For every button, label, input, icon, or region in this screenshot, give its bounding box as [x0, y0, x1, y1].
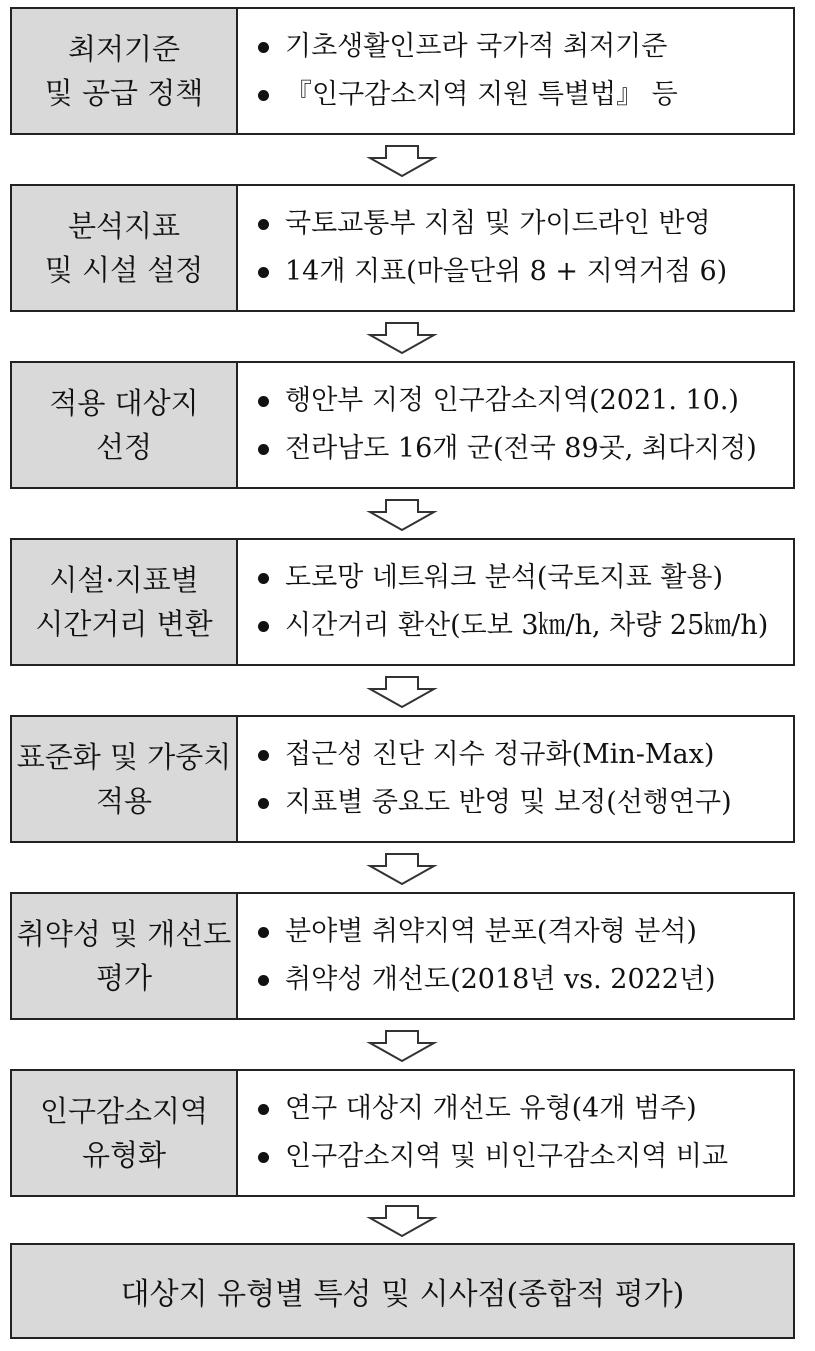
bullet-dot-icon — [258, 396, 269, 407]
flow-step-6 — [10, 892, 795, 1020]
step-label — [12, 186, 238, 310]
step-label-line: 및 시설 설정 — [44, 253, 204, 287]
step-label — [12, 1071, 238, 1195]
down-arrow-icon — [366, 320, 438, 356]
detail-item — [258, 425, 793, 473]
detail-text: 시간거리 환산(도보 3㎞/h, 차량 25㎞/h) — [285, 610, 769, 641]
detail-item — [258, 731, 793, 779]
down-arrow-icon — [366, 851, 438, 887]
flow-step-5 — [10, 715, 795, 843]
detail-item — [258, 23, 793, 71]
bullet-dot-icon — [258, 42, 269, 53]
detail-item — [258, 248, 793, 296]
detail-item — [258, 779, 793, 827]
detail-text: 행안부 지정 인구감소지역(2021. 10.) — [285, 385, 739, 416]
step-label-line: 선정 — [95, 430, 153, 464]
step-label-line: 최저기준 — [67, 32, 181, 66]
bullet-dot-icon — [258, 750, 269, 761]
down-arrow-icon — [366, 1203, 438, 1239]
step-label-line: 시간거리 변환 — [35, 607, 213, 641]
detail-item — [258, 602, 793, 650]
detail-text: 분야별 취약지역 분포(격자형 분석) — [285, 916, 697, 947]
bullet-dot-icon — [258, 1104, 269, 1115]
step-label-line: 평가 — [95, 961, 153, 995]
detail-text: 『인구감소지역 지원 특별법』 등 — [285, 79, 678, 110]
step-details — [238, 186, 793, 310]
detail-text: 전라남도 16개 군(전국 89곳, 최다지정) — [285, 433, 757, 464]
flow-step-2 — [10, 184, 795, 312]
detail-text: 인구감소지역 및 비인구감소지역 비교 — [285, 1141, 729, 1172]
detail-item — [258, 956, 793, 1004]
step-label-line: 표준화 및 가중치 — [16, 740, 232, 774]
final-summary-box — [10, 1243, 795, 1339]
step-label — [12, 540, 238, 664]
step-details — [238, 9, 793, 133]
step-label-line: 적용 — [95, 784, 153, 818]
detail-item — [258, 1085, 793, 1133]
detail-text: 취약성 개선도(2018년 vs. 2022년) — [285, 964, 716, 995]
flow-step-1 — [10, 7, 795, 135]
step-label — [12, 363, 238, 487]
detail-text: 접근성 진단 지수 정규화(Min-Max) — [285, 739, 715, 770]
detail-item — [258, 377, 793, 425]
detail-item — [258, 71, 793, 119]
step-details — [238, 540, 793, 664]
step-label-line: 시설·지표별 — [49, 563, 199, 597]
flow-step-4 — [10, 538, 795, 666]
step-details — [238, 894, 793, 1018]
detail-item — [258, 1133, 793, 1181]
step-label — [12, 894, 238, 1018]
step-label-line: 취약성 및 개선도 — [16, 917, 232, 951]
bullet-dot-icon — [258, 573, 269, 584]
flow-step-3 — [10, 361, 795, 489]
step-label-line: 분석지표 — [67, 209, 181, 243]
detail-text: 기초생활인프라 국가적 최저기준 — [285, 31, 668, 62]
down-arrow-icon — [366, 497, 438, 533]
detail-text: 도로망 네트워크 분석(국토지표 활용) — [285, 562, 724, 593]
detail-text: 국토교통부 지침 및 가이드라인 반영 — [285, 208, 711, 239]
step-details — [238, 717, 793, 841]
bullet-dot-icon — [258, 798, 269, 809]
final-summary-label: 대상지 유형별 특성 및 시사점(종합적 평가) — [120, 1277, 685, 1312]
step-details — [238, 1071, 793, 1195]
down-arrow-icon — [366, 1028, 438, 1064]
down-arrow-icon — [366, 143, 438, 179]
detail-item — [258, 908, 793, 956]
step-label — [12, 717, 238, 841]
bullet-dot-icon — [258, 975, 269, 986]
flow-step-7 — [10, 1069, 795, 1197]
bullet-dot-icon — [258, 267, 269, 278]
bullet-dot-icon — [258, 444, 269, 455]
bullet-dot-icon — [258, 621, 269, 632]
step-label-line: 유형화 — [81, 1138, 167, 1172]
bullet-dot-icon — [258, 90, 269, 101]
step-label-line: 적용 대상지 — [49, 386, 199, 420]
detail-text: 14개 지표(마을단위 8 + 지역거점 6) — [285, 256, 728, 287]
bullet-dot-icon — [258, 1152, 269, 1163]
bullet-dot-icon — [258, 927, 269, 938]
step-label — [12, 9, 238, 133]
detail-item — [258, 200, 793, 248]
detail-text: 연구 대상지 개선도 유형(4개 범주) — [285, 1093, 697, 1124]
step-details — [238, 363, 793, 487]
detail-item — [258, 554, 793, 602]
detail-text: 지표별 중요도 반영 및 보정(선행연구) — [285, 787, 732, 818]
step-label-line: 인구감소지역 — [39, 1094, 209, 1128]
step-label-line: 및 공급 정책 — [44, 76, 204, 110]
down-arrow-icon — [366, 674, 438, 710]
bullet-dot-icon — [258, 219, 269, 230]
